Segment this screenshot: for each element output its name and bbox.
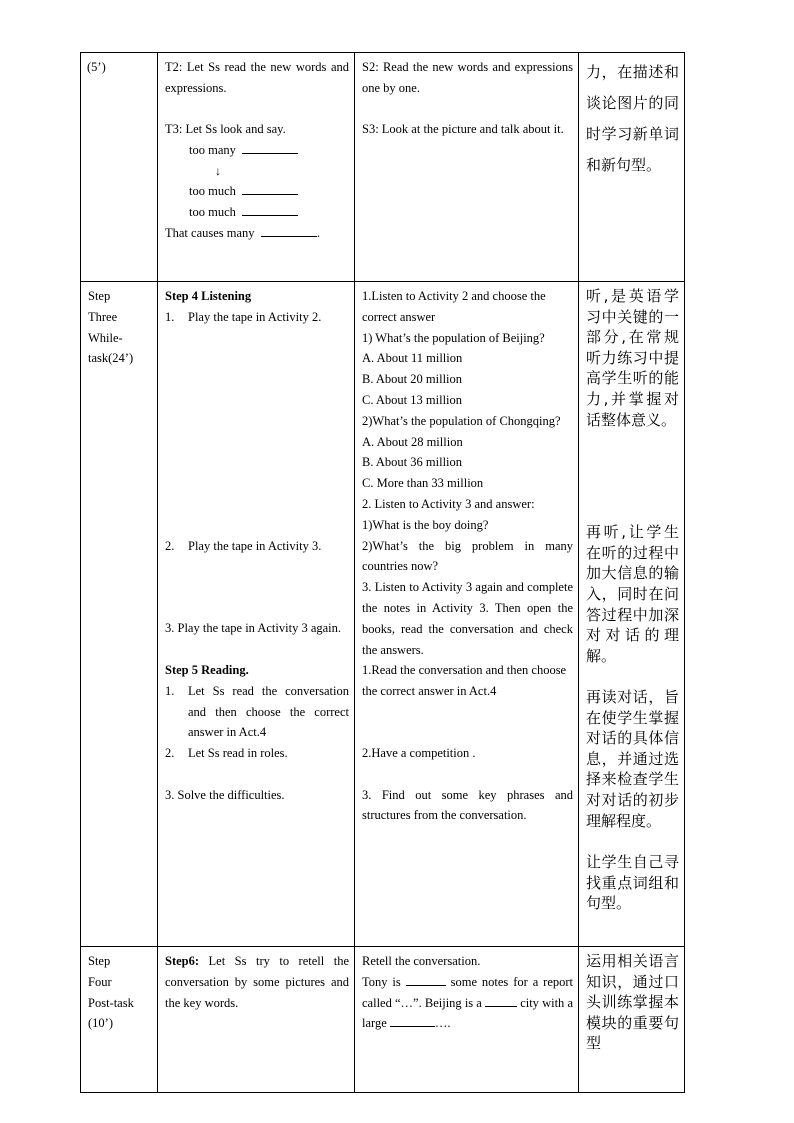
purpose-cell [579,282,685,947]
teacher-activity-cell [158,53,355,282]
t2-text: T2: Let Ss read the new words and expressions. [165,60,349,95]
blank [390,1014,435,1027]
blank [242,141,298,154]
listen-task-3: 3. Listen to Activity 3 again and complete the notes in Activity 3. Then open the books, read the conversation and check the answers. [362,580,573,657]
purpose-text: 运用相关语言知识，通过口头训练掌握本模块的重要句型 [586,952,679,1053]
stage-cell [81,947,158,1093]
purpose-cell [579,947,685,1093]
blank [242,203,298,216]
blank [261,224,317,237]
question: 2)What’s the big problem in many countries now? [362,538,573,574]
lesson-plan-table [80,52,685,1093]
stage-label-4: (10’) [88,1016,113,1031]
teacher-activity-cell [158,947,355,1093]
question-2: 2)What’s the population of Chongqing? [362,413,561,428]
step6-heading: Step6: [165,954,200,968]
stage-label-3: While- [88,330,123,345]
purpose-relisten: 再听,让学生在听的过程中加大信息的输入，同时在问答过程中加深对对话的理解。 [586,523,679,665]
blank [485,994,517,1007]
table-row [81,53,685,282]
purpose-listening: 听,是英语学习中关键的一部分,在常规听力练习中提高学生听的能力,并掌握对话整体意义。 [586,287,679,429]
blank [242,182,298,195]
arrow-down-icon: ↓ [215,163,221,178]
stage-label-1: Step [88,289,111,303]
stage-label-2: Four [88,974,112,989]
listen-task-1: 1.Listen to Activity 2 and choose the correct answer [362,289,546,324]
list-item: 2. Play the tape in Activity 3. [165,538,322,553]
stage-cell [81,282,158,947]
listen-task-2: 2. Listen to Activity 3 and answer: [362,496,535,511]
read-task-1: 1.Read the conversation and then choose the correct answer in Act.4 [362,663,567,699]
stage-cell [81,53,158,282]
t3-text: T3: Let Ss look and say. [165,122,286,137]
step6-text: Step6: Let Ss try to retell the conversation by some pictures and the key words. [165,954,349,1010]
too-many-line: too many [165,140,349,161]
s2-text: S2: Read the new words and expressions one by one. [362,60,573,95]
too-much-line-1: too much [165,181,349,202]
list-item: 2. Let Ss read in roles. [165,746,288,761]
list-item: 1. Let Ss read the conversation and then choose the correct answer in Act.4 [165,683,349,740]
student-activity-cell [355,947,579,1093]
student-activity-cell [355,53,579,282]
retell-text: Tony is some notes for a report called “…”. Beijing is a city with a large …. [362,974,574,1031]
option: B. About 36 million [362,455,463,470]
causes-line: That causes many . [165,225,320,240]
option: B. About 20 million [362,372,463,387]
stage-label-1: Step [88,954,111,968]
purpose-cell [579,53,685,282]
step4-heading: Step 4 Listening [165,289,252,303]
read-task-3: 3. Find out some key phrases and structures from the conversation. [362,787,573,823]
blank [406,973,446,986]
question-1: 1) What’s the population of Beijing? [362,330,545,345]
table-row [81,282,685,947]
retell-heading: Retell the conversation. [362,954,481,968]
stage-label-4: task(24’) [88,351,134,366]
s3-text: S3: Look at the picture and talk about it. [362,122,564,137]
option: A. About 11 million [362,351,463,366]
list-item: 3. Play the tape in Activity 3 again. [165,621,342,636]
option: C. More than 33 million [362,476,484,491]
option: A. About 28 million [362,434,463,449]
list-item: 1. Play the tape in Activity 2. [165,309,322,324]
option: C. About 13 million [362,392,463,407]
stage-time: (5’) [87,60,106,74]
read-task-2: 2.Have a competition . [362,745,476,760]
purpose-key-phrases: 让学生自己寻找重点词组和句型。 [586,853,679,913]
table-row [81,947,685,1093]
student-activity-cell [355,282,579,947]
teacher-activity-cell [158,282,355,947]
list-item: 3. Solve the difficulties. [165,787,285,802]
stage-label-3: Post-task [88,995,134,1010]
too-much-line-2: too much [165,202,349,223]
step5-heading: Step 5 Reading. [165,662,249,677]
question: 1)What is the boy doing? [362,517,489,532]
purpose-reading: 再读对话，旨在使学生掌握对话的具体信息，并通过选择来检查学生对对话的初步理解程度。 [586,688,679,830]
purpose-text: 力，在描述和谈论图片的同时学习新单词和新句型。 [586,63,679,174]
stage-label-2: Three [88,309,118,324]
